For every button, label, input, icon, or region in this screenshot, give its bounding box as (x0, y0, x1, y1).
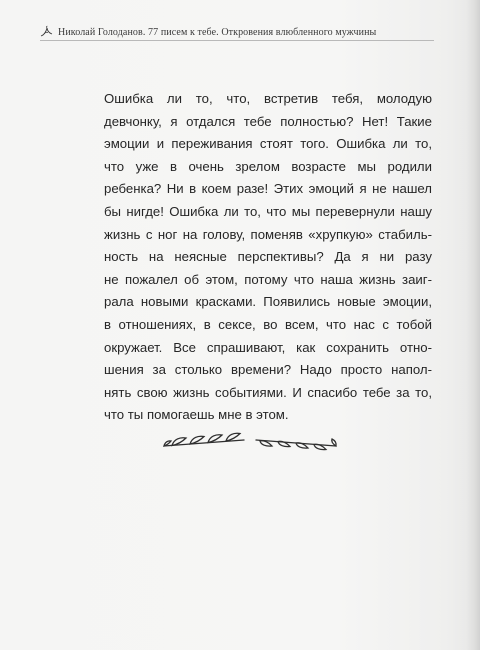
text-line: в отношениях, в сексе, во всем, что нас с тобой (104, 316, 432, 332)
header-rule (40, 40, 434, 41)
text-line: ность на неясные перспективы? Да я ни разу (104, 249, 432, 265)
text-line: шения за столько времени? Надо просто напол- (104, 362, 432, 378)
text-line: ребенка? Ни в коем разе! Этих эмоций я не нашел (104, 181, 432, 197)
text-line: нять свою жизнь событиями. И спасибо тебе за то, (104, 384, 432, 400)
text-line: рала новыми красками. Появились новые эмоции, (104, 294, 432, 310)
text-line: бы нигде! Ошибка ли то, что мы перевернули нашу (104, 203, 432, 219)
running-header (40, 24, 440, 40)
text-line: окружает. Все спрашивают, как сохранить отно- (104, 339, 432, 355)
text-line: девчонку, я отдался тебе полностью? Нет! Такие (104, 113, 432, 129)
page-edge-shadow (466, 0, 480, 650)
text-line: что уже в очень зрелом возрасте мы родили (104, 158, 432, 174)
laurel-divider-icon (160, 428, 340, 454)
text-line: Ошибка ли то, что, встретив тебя, молодую (104, 91, 432, 106)
text-line: эмоции и переживания стоят того. Ошибка ли то, (104, 136, 432, 152)
letter-body (104, 88, 432, 427)
flourish-icon (40, 25, 54, 39)
text-line-last: что ты помогаешь мне в этом. (104, 407, 289, 423)
text-line: не пожалел об этом, потому что наша жизнь заиг- (104, 271, 432, 287)
text-line: жизнь с ног на голову, поменяв «хрупкую» стабиль- (104, 226, 432, 242)
running-title: Николай Голоданов. 77 писем к тебе. Откровения влюбленного мужчины (58, 26, 377, 38)
